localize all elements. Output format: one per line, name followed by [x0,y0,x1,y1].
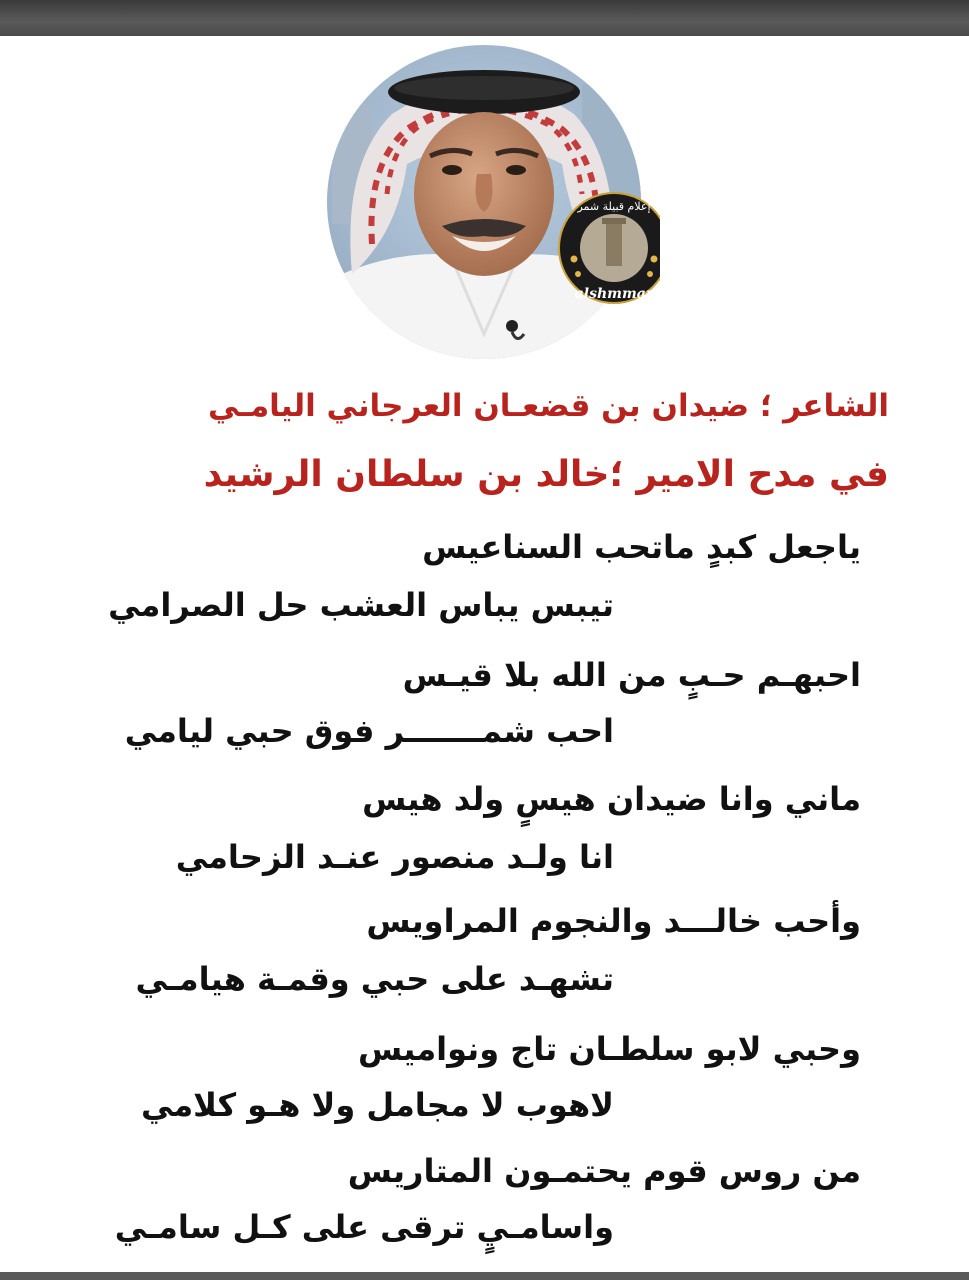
verse-2-first-hemistich: احبهـم حـبٍ من الله بلا قيـس [402,656,861,694]
verse-5-first-hemistich: وحبي لابو سلطـان تاج ونواميس [358,1030,861,1068]
verse-3-second-hemistich: انا ولـد منصور عنـد الزحامي [175,838,614,876]
verse-5-second-hemistich: لاهوب لا مجامل ولا هـو كلامي [140,1086,614,1124]
verse-1-second-hemistich: تيبس يباس العشب حل الصرامي [108,586,614,624]
verse-1-first-hemistich: ياجعل كبدٍ ماتحب السناعيس [422,528,861,566]
verse-3-first-hemistich: ماني وانا ضيدان هيسٍ ولد هيس [362,780,861,818]
window-bottom-bar [0,1272,969,1280]
poet-title: الشاعر ؛ ضيدان بن قضعـان العرجاني اليامـي [208,388,889,424]
verse-4-first-hemistich: وأحب خالـــد والنجوم المراويس [366,902,861,940]
verse-2-second-hemistich: احب شمـــــــر فوق حبي ليامي [124,712,614,750]
badge-arc-text: إعلام قبيلة شمر [577,200,651,213]
verse-6-second-hemistich: واسامـيٍ ترقى على كـل سامـي [114,1208,614,1246]
badge-bottom-text: alshmmar [574,286,654,302]
subject-title: في مدح الامير ؛خالد بن سلطان الرشيد [203,454,889,495]
verse-6-first-hemistich: من روس قوم يحتمـون المتاريس [347,1152,861,1190]
verse-4-second-hemistich: تشهـد على حبي وقمـة هيامـي [135,960,614,998]
